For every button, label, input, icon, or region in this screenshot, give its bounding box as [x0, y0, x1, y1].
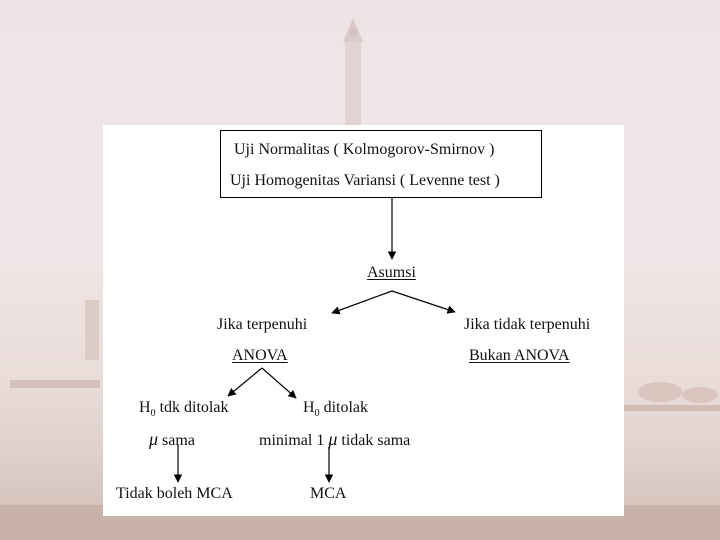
- mca-label: MCA: [310, 485, 347, 502]
- box-line-normality: Uji Normalitas ( Kolmogorov-Smirnov ): [234, 141, 495, 158]
- left-condition-label: Jika terpenuhi: [217, 316, 308, 333]
- bukan-anova-label: Bukan ANOVA: [469, 347, 570, 364]
- mu-not-same-label: minimal 1 μ tidak sama: [259, 429, 411, 449]
- asumsi-label: Asumsi: [367, 264, 416, 281]
- right-condition-label: Jika tidak terpenuhi: [464, 316, 591, 333]
- h0-not-rejected-label: $H_0$ tdk ditolak: [139, 399, 229, 420]
- h0-rejected-label: $H_0$ ditolak: [303, 399, 368, 420]
- mu-same-label: μ sama: [149, 429, 195, 449]
- box-line-homogeneity: Uji Homogenitas Variansi ( Levenne test ): [230, 172, 500, 189]
- no-mca-label: Tidak boleh MCA: [116, 485, 233, 502]
- anova-label: ANOVA: [232, 347, 288, 364]
